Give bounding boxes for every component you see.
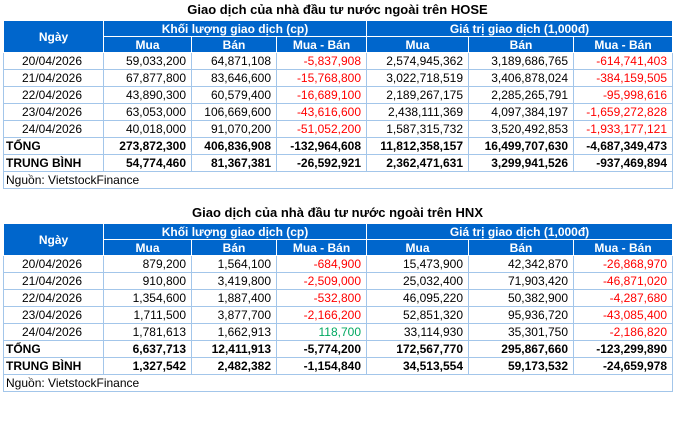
source-label: Nguồn: VietstockFinance <box>4 375 673 392</box>
value-cell: -2,166,200 <box>277 307 367 324</box>
date-cell: 23/04/2026 <box>4 104 104 121</box>
value-cell: 1,587,315,732 <box>367 121 469 138</box>
value-cell: 1,327,542 <box>104 358 192 375</box>
date-cell: 20/04/2026 <box>4 53 104 70</box>
value-cell: 34,513,554 <box>367 358 469 375</box>
column-group-value: Giá trị giao dịch (1,000đ) <box>367 21 673 37</box>
value-cell: -5,774,200 <box>277 341 367 358</box>
value-cell: 2,482,382 <box>192 358 277 375</box>
value-cell: 59,173,532 <box>469 358 574 375</box>
source-row <box>4 172 673 189</box>
hose-table-header <box>4 21 673 53</box>
value-cell: -1,154,840 <box>277 358 367 375</box>
value-cell: 95,936,720 <box>469 307 574 324</box>
column-header-volume-net: Mua - Bán <box>277 240 367 256</box>
value-cell: -5,837,908 <box>277 53 367 70</box>
column-header-volume-buy: Mua <box>104 37 192 53</box>
value-cell: 879,200 <box>104 256 192 273</box>
value-cell: 35,301,750 <box>469 324 574 341</box>
value-cell: 64,871,108 <box>192 53 277 70</box>
value-cell: 3,877,700 <box>192 307 277 324</box>
table-row <box>4 104 673 121</box>
hose-table <box>3 20 673 189</box>
hose-table-body <box>4 53 673 189</box>
value-cell: 40,018,000 <box>104 121 192 138</box>
value-cell: 3,520,492,853 <box>469 121 574 138</box>
value-cell: 67,877,800 <box>104 70 192 87</box>
value-cell: 2,285,265,791 <box>469 87 574 104</box>
value-cell: 118,700 <box>277 324 367 341</box>
value-cell: -51,052,200 <box>277 121 367 138</box>
value-cell: -384,159,505 <box>574 70 673 87</box>
value-cell: 295,867,660 <box>469 341 574 358</box>
value-cell: 46,095,220 <box>367 290 469 307</box>
hnx-table-title: Giao dịch của nhà đầu tư nước ngoài trên HNX <box>192 205 483 220</box>
column-header-volume-sell: Bán <box>192 240 277 256</box>
section-divider <box>0 189 675 203</box>
column-header-volume-sell: Bán <box>192 37 277 53</box>
value-cell: 16,499,707,630 <box>469 138 574 155</box>
table-row <box>4 290 673 307</box>
value-cell: -26,868,970 <box>574 256 673 273</box>
column-group-volume: Khối lượng giao dịch (cp) <box>104 224 367 240</box>
column-header-volume-net: Mua - Bán <box>277 37 367 53</box>
value-cell: 60,579,400 <box>192 87 277 104</box>
value-cell: 3,022,718,519 <box>367 70 469 87</box>
value-cell: 59,033,200 <box>104 53 192 70</box>
value-cell: 91,070,200 <box>192 121 277 138</box>
value-cell: 3,419,800 <box>192 273 277 290</box>
total-row <box>4 138 673 155</box>
column-group-volume: Khối lượng giao dịch (cp) <box>104 21 367 37</box>
value-cell: 1,662,913 <box>192 324 277 341</box>
hnx-section <box>0 203 675 392</box>
value-cell: -43,616,600 <box>277 104 367 121</box>
value-cell: 3,299,941,526 <box>469 155 574 172</box>
row-label-cell: TỔNG <box>4 341 104 358</box>
value-cell: -132,964,608 <box>277 138 367 155</box>
hnx-table <box>3 223 673 392</box>
column-header-value-buy: Mua <box>367 37 469 53</box>
date-cell: 22/04/2026 <box>4 290 104 307</box>
average-row <box>4 358 673 375</box>
value-cell: 63,053,000 <box>104 104 192 121</box>
table-row <box>4 307 673 324</box>
value-cell: 406,836,908 <box>192 138 277 155</box>
value-cell: -43,085,400 <box>574 307 673 324</box>
value-cell: -16,689,100 <box>277 87 367 104</box>
column-header-value-buy: Mua <box>367 240 469 256</box>
total-row <box>4 341 673 358</box>
table-row <box>4 256 673 273</box>
value-cell: -123,299,890 <box>574 341 673 358</box>
value-cell: 172,567,770 <box>367 341 469 358</box>
column-header-value-sell: Bán <box>469 37 574 53</box>
table-row <box>4 273 673 290</box>
value-cell: -26,592,921 <box>277 155 367 172</box>
column-header-value-net: Mua - Bán <box>574 37 673 53</box>
value-cell: 6,637,713 <box>104 341 192 358</box>
value-cell: -2,509,000 <box>277 273 367 290</box>
value-cell: 1,564,100 <box>192 256 277 273</box>
value-cell: -937,469,894 <box>574 155 673 172</box>
value-cell: -4,287,680 <box>574 290 673 307</box>
value-cell: -2,186,820 <box>574 324 673 341</box>
value-cell: 15,473,900 <box>367 256 469 273</box>
value-cell: 33,114,930 <box>367 324 469 341</box>
value-cell: 71,903,420 <box>469 273 574 290</box>
table-row <box>4 121 673 138</box>
value-cell: 910,800 <box>104 273 192 290</box>
value-cell: 1,887,400 <box>192 290 277 307</box>
date-cell: 20/04/2026 <box>4 256 104 273</box>
value-cell: -4,687,349,473 <box>574 138 673 155</box>
value-cell: 25,032,400 <box>367 273 469 290</box>
value-cell: 54,774,460 <box>104 155 192 172</box>
date-cell: 24/04/2026 <box>4 324 104 341</box>
date-cell: 21/04/2026 <box>4 70 104 87</box>
value-cell: 4,097,384,197 <box>469 104 574 121</box>
table-row <box>4 53 673 70</box>
column-header-volume-buy: Mua <box>104 240 192 256</box>
column-header-value-net: Mua - Bán <box>574 240 673 256</box>
value-cell: 83,646,600 <box>192 70 277 87</box>
value-cell: 2,574,945,362 <box>367 53 469 70</box>
value-cell: 2,438,111,369 <box>367 104 469 121</box>
date-cell: 23/04/2026 <box>4 307 104 324</box>
value-cell: 50,382,900 <box>469 290 574 307</box>
hnx-table-body <box>4 256 673 392</box>
column-header-date: Ngày <box>4 224 104 256</box>
value-cell: 11,812,358,157 <box>367 138 469 155</box>
column-header-date: Ngày <box>4 21 104 53</box>
value-cell: -614,741,403 <box>574 53 673 70</box>
value-cell: 2,362,471,631 <box>367 155 469 172</box>
value-cell: -1,659,272,828 <box>574 104 673 121</box>
table-row <box>4 87 673 104</box>
table-row <box>4 324 673 341</box>
date-cell: 24/04/2026 <box>4 121 104 138</box>
value-cell: 81,367,381 <box>192 155 277 172</box>
column-group-value: Giá trị giao dịch (1,000đ) <box>367 224 673 240</box>
value-cell: 273,872,300 <box>104 138 192 155</box>
value-cell: 43,890,300 <box>104 87 192 104</box>
row-label-cell: TỔNG <box>4 138 104 155</box>
value-cell: -1,933,177,121 <box>574 121 673 138</box>
value-cell: 52,851,320 <box>367 307 469 324</box>
value-cell: 12,411,913 <box>192 341 277 358</box>
row-label-cell: TRUNG BÌNH <box>4 358 104 375</box>
value-cell: -532,800 <box>277 290 367 307</box>
value-cell: 106,669,600 <box>192 104 277 121</box>
value-cell: -15,768,800 <box>277 70 367 87</box>
source-row <box>4 375 673 392</box>
row-label-cell: TRUNG BÌNH <box>4 155 104 172</box>
value-cell: 3,406,878,024 <box>469 70 574 87</box>
value-cell: 1,781,613 <box>104 324 192 341</box>
hnx-table-header <box>4 224 673 256</box>
value-cell: 42,342,870 <box>469 256 574 273</box>
date-cell: 22/04/2026 <box>4 87 104 104</box>
hose-section <box>0 0 675 189</box>
value-cell: -95,998,616 <box>574 87 673 104</box>
hose-table-title: Giao dịch của nhà đầu tư nước ngoài trên HOSE <box>187 2 488 17</box>
table-row <box>4 70 673 87</box>
value-cell: 1,711,500 <box>104 307 192 324</box>
value-cell: 2,189,267,175 <box>367 87 469 104</box>
average-row <box>4 155 673 172</box>
value-cell: 3,189,686,765 <box>469 53 574 70</box>
value-cell: -46,871,020 <box>574 273 673 290</box>
value-cell: -684,900 <box>277 256 367 273</box>
column-header-value-sell: Bán <box>469 240 574 256</box>
source-label: Nguồn: VietstockFinance <box>4 172 673 189</box>
date-cell: 21/04/2026 <box>4 273 104 290</box>
value-cell: -24,659,978 <box>574 358 673 375</box>
value-cell: 1,354,600 <box>104 290 192 307</box>
